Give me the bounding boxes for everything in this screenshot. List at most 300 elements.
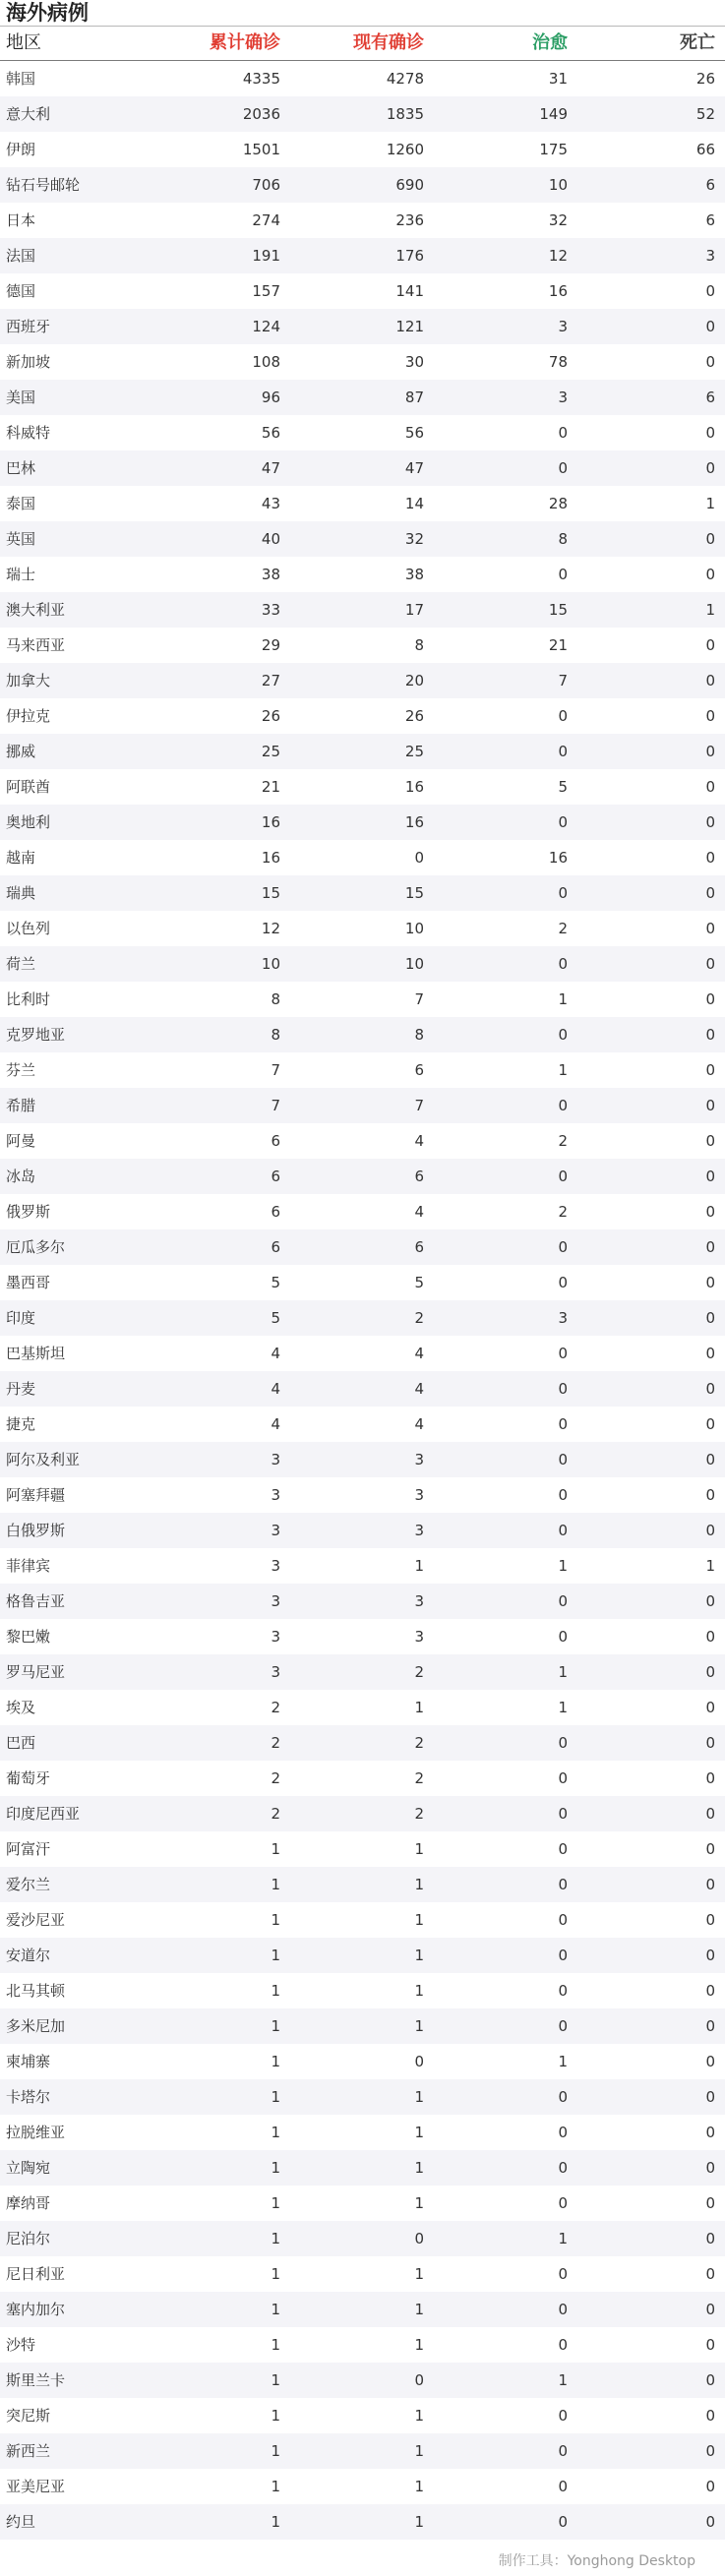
cell-cured: 5 [558, 778, 568, 796]
table-row [0, 1194, 725, 1229]
cell-region: 斯里兰卡 [6, 2371, 66, 2389]
table-row [0, 486, 725, 521]
cell-total-confirmed: 4 [271, 1415, 280, 1433]
cell-current-confirmed: 1 [414, 2513, 424, 2531]
cell-deaths: 0 [705, 2478, 715, 2495]
cell-total-confirmed: 1 [271, 2513, 280, 2531]
cell-region: 加拿大 [6, 672, 51, 689]
cell-current-confirmed: 1 [414, 2301, 424, 2318]
cell-cured: 1 [558, 990, 568, 1008]
cell-deaths: 0 [705, 318, 715, 335]
cell-total-confirmed: 6 [271, 1238, 280, 1256]
cell-current-confirmed: 15 [404, 884, 424, 902]
cell-total-confirmed: 2036 [242, 105, 280, 123]
cell-deaths: 0 [705, 282, 715, 300]
cell-current-confirmed: 7 [414, 1097, 424, 1114]
cell-cured: 0 [558, 1522, 568, 1539]
cell-cured: 16 [548, 849, 568, 867]
cell-deaths: 0 [705, 672, 715, 689]
header-total-confirmed[interactable]: 累计确诊 [210, 32, 280, 53]
cell-deaths: 0 [705, 1274, 715, 1291]
cell-cured: 0 [558, 1947, 568, 1964]
table-row [0, 769, 725, 805]
table-header [0, 27, 725, 61]
table-row [0, 1584, 725, 1619]
cell-total-confirmed: 1 [271, 2301, 280, 2318]
cell-total-confirmed: 1 [271, 2124, 280, 2141]
table-row [0, 2327, 725, 2363]
table-row [0, 1336, 725, 1371]
footer-credit: 制作工具：Yonghong Desktop [498, 2553, 695, 2569]
cell-cured: 0 [558, 2336, 568, 2354]
cell-cured: 0 [558, 1415, 568, 1433]
table-row [0, 663, 725, 698]
cell-region: 爱沙尼亚 [6, 1911, 66, 1929]
cell-region: 立陶宛 [6, 2159, 51, 2177]
cell-region: 柬埔寨 [6, 2053, 51, 2070]
table-row [0, 1831, 725, 1867]
cell-region: 摩纳哥 [6, 2194, 51, 2212]
cell-region: 葡萄牙 [6, 1769, 51, 1787]
cell-region: 埃及 [6, 1699, 36, 1716]
cell-region: 比利时 [6, 990, 51, 1008]
cell-deaths: 0 [705, 778, 715, 796]
cell-total-confirmed: 7 [271, 1061, 280, 1079]
table-row [0, 1407, 725, 1442]
cell-total-confirmed: 2 [271, 1734, 280, 1752]
cell-deaths: 0 [705, 1026, 715, 1044]
cell-total-confirmed: 3 [271, 1486, 280, 1504]
cell-cured: 0 [558, 1592, 568, 1610]
cell-current-confirmed: 1 [414, 1982, 424, 2000]
cell-deaths: 0 [705, 990, 715, 1008]
cell-cured: 3 [558, 318, 568, 335]
cell-current-confirmed: 3 [414, 1592, 424, 1610]
cell-total-confirmed: 3 [271, 1628, 280, 1646]
cell-total-confirmed: 33 [261, 601, 280, 619]
cell-current-confirmed: 4 [414, 1380, 424, 1398]
cell-deaths: 0 [705, 849, 715, 867]
cell-region: 美国 [6, 389, 36, 406]
cell-total-confirmed: 5 [271, 1274, 280, 1291]
table-row [0, 840, 725, 875]
cell-region: 意大利 [6, 105, 51, 123]
cell-deaths: 6 [705, 211, 715, 229]
table-row [0, 1229, 725, 1265]
cell-deaths: 0 [705, 1840, 715, 1858]
cell-total-confirmed: 3 [271, 1592, 280, 1610]
cell-deaths: 0 [705, 1982, 715, 2000]
cell-current-confirmed: 8 [414, 1026, 424, 1044]
cell-total-confirmed: 6 [271, 1168, 280, 1185]
cell-region: 突尼斯 [6, 2407, 51, 2425]
cell-current-confirmed: 1 [414, 1911, 424, 1929]
table-row [0, 1690, 725, 1725]
cell-cured: 0 [558, 459, 568, 477]
cell-cured: 0 [558, 955, 568, 973]
cell-current-confirmed: 47 [404, 459, 424, 477]
cell-total-confirmed: 16 [261, 849, 280, 867]
cases-table [0, 27, 725, 2540]
cell-deaths: 0 [705, 1203, 715, 1221]
cell-cured: 0 [558, 1097, 568, 1114]
table-row [0, 875, 725, 911]
cell-current-confirmed: 2 [414, 1805, 424, 1823]
cell-deaths: 0 [705, 1097, 715, 1114]
table-row [0, 1123, 725, 1159]
cell-current-confirmed: 14 [404, 495, 424, 512]
table-row [0, 2150, 725, 2186]
cell-total-confirmed: 3 [271, 1451, 280, 1468]
cell-current-confirmed: 5 [414, 1274, 424, 1291]
cell-total-confirmed: 3 [271, 1557, 280, 1575]
cell-total-confirmed: 157 [252, 282, 280, 300]
cell-total-confirmed: 29 [261, 636, 280, 654]
cell-deaths: 0 [705, 353, 715, 371]
cell-cured: 1 [558, 1557, 568, 1575]
cell-deaths: 6 [705, 389, 715, 406]
cell-total-confirmed: 1 [271, 2336, 280, 2354]
cell-total-confirmed: 1 [271, 2265, 280, 2283]
cell-current-confirmed: 0 [414, 849, 424, 867]
cell-total-confirmed: 5 [271, 1309, 280, 1327]
cell-region: 卡塔尔 [6, 2088, 51, 2106]
cell-cured: 32 [548, 211, 568, 229]
cell-cured: 3 [558, 389, 568, 406]
cell-deaths: 66 [695, 141, 715, 158]
cell-cured: 0 [558, 743, 568, 760]
cell-total-confirmed: 1 [271, 1911, 280, 1929]
table-row [0, 734, 725, 769]
table-row [0, 273, 725, 309]
cell-region: 尼日利亚 [6, 2265, 66, 2283]
table-row [0, 1654, 725, 1690]
cell-current-confirmed: 6 [414, 1238, 424, 1256]
table-row [0, 1442, 725, 1477]
cell-region: 印度 [6, 1309, 36, 1327]
cell-region: 阿尔及利亚 [6, 1451, 81, 1468]
cell-region: 瑞士 [6, 566, 36, 583]
cell-deaths: 6 [705, 176, 715, 194]
table-row [0, 2363, 725, 2398]
cell-current-confirmed: 1260 [386, 141, 424, 158]
cell-total-confirmed: 40 [261, 530, 280, 548]
cell-current-confirmed: 3 [414, 1451, 424, 1468]
header-cured[interactable]: 治愈 [532, 32, 568, 53]
cell-cured: 0 [558, 1274, 568, 1291]
cell-cured: 0 [558, 1238, 568, 1256]
cell-current-confirmed: 1 [414, 2088, 424, 2106]
cell-cured: 1 [558, 1699, 568, 1716]
cell-current-confirmed: 236 [395, 211, 424, 229]
cell-region: 科威特 [6, 424, 51, 442]
cell-region: 泰国 [6, 495, 36, 512]
cell-cured: 2 [558, 920, 568, 937]
page-title: 海外病例 [0, 0, 725, 27]
cell-deaths: 0 [705, 813, 715, 831]
cell-deaths: 0 [705, 1734, 715, 1752]
cell-deaths: 0 [705, 2017, 715, 2035]
cell-region: 英国 [6, 530, 36, 548]
table-row [0, 946, 725, 982]
cell-current-confirmed: 4 [414, 1132, 424, 1150]
table-row [0, 132, 725, 167]
cell-deaths: 0 [705, 920, 715, 937]
cell-current-confirmed: 1 [414, 1840, 424, 1858]
cell-current-confirmed: 1 [414, 2017, 424, 2035]
cell-deaths: 0 [705, 1061, 715, 1079]
cell-current-confirmed: 4 [414, 1203, 424, 1221]
cell-cured: 2 [558, 1203, 568, 1221]
cell-current-confirmed: 1 [414, 2336, 424, 2354]
cell-deaths: 0 [705, 1345, 715, 1362]
table-row [0, 911, 725, 946]
cell-region: 希腊 [6, 1097, 36, 1114]
cell-current-confirmed: 2 [414, 1663, 424, 1681]
cell-current-confirmed: 0 [414, 2053, 424, 2070]
cell-deaths: 1 [705, 495, 715, 512]
table-row [0, 61, 725, 96]
cell-total-confirmed: 8 [271, 990, 280, 1008]
cell-current-confirmed: 1 [414, 2478, 424, 2495]
header-current-confirmed[interactable]: 现有确诊 [353, 32, 424, 53]
cell-total-confirmed: 21 [261, 778, 280, 796]
table-row [0, 203, 725, 238]
cell-deaths: 0 [705, 2159, 715, 2177]
cell-region: 新西兰 [6, 2442, 51, 2460]
cell-current-confirmed: 121 [395, 318, 424, 335]
cell-region: 俄罗斯 [6, 1203, 51, 1221]
cell-cured: 31 [548, 70, 568, 88]
cell-region: 捷克 [6, 1415, 36, 1433]
cell-cured: 0 [558, 1734, 568, 1752]
cell-current-confirmed: 1 [414, 2124, 424, 2141]
cell-total-confirmed: 1 [271, 2230, 280, 2247]
cell-cured: 8 [558, 530, 568, 548]
table-row [0, 521, 725, 557]
cell-deaths: 0 [705, 1947, 715, 1964]
cell-current-confirmed: 16 [404, 778, 424, 796]
cell-cured: 2 [558, 1132, 568, 1150]
cell-region: 约旦 [6, 2513, 36, 2531]
cell-total-confirmed: 1 [271, 2088, 280, 2106]
table-row [0, 698, 725, 734]
cell-cured: 0 [558, 884, 568, 902]
cell-region: 黎巴嫩 [6, 1628, 51, 1646]
cell-total-confirmed: 1 [271, 1982, 280, 2000]
cell-region: 阿塞拜疆 [6, 1486, 66, 1504]
cell-region: 北马其顿 [6, 1982, 66, 2000]
table-row [0, 1371, 725, 1407]
cell-current-confirmed: 38 [404, 566, 424, 583]
table-row [0, 1619, 725, 1654]
cell-total-confirmed: 2 [271, 1805, 280, 1823]
cell-cured: 16 [548, 282, 568, 300]
cell-region: 尼泊尔 [6, 2230, 51, 2247]
cell-current-confirmed: 10 [404, 955, 424, 973]
cell-deaths: 0 [705, 1769, 715, 1787]
cell-total-confirmed: 2 [271, 1699, 280, 1716]
table-row [0, 2008, 725, 2044]
cell-total-confirmed: 108 [252, 353, 280, 371]
cell-deaths: 0 [705, 2230, 715, 2247]
cell-deaths: 0 [705, 566, 715, 583]
table-row [0, 1159, 725, 1194]
table-row [0, 1796, 725, 1831]
cell-deaths: 0 [705, 1628, 715, 1646]
table-row [0, 805, 725, 840]
cell-deaths: 0 [705, 424, 715, 442]
cell-region: 格鲁吉亚 [6, 1592, 66, 1610]
cell-cured: 12 [548, 247, 568, 265]
cell-deaths: 0 [705, 2513, 715, 2531]
cell-total-confirmed: 1 [271, 1947, 280, 1964]
cell-region: 阿联酋 [6, 778, 51, 796]
cell-deaths: 0 [705, 1699, 715, 1716]
cell-region: 德国 [6, 282, 36, 300]
cell-total-confirmed: 1 [271, 1840, 280, 1858]
cell-cured: 0 [558, 2088, 568, 2106]
table-row [0, 96, 725, 132]
cell-cured: 1 [558, 2053, 568, 2070]
cell-total-confirmed: 43 [261, 495, 280, 512]
table-row [0, 450, 725, 486]
cell-cured: 0 [558, 424, 568, 442]
cell-deaths: 0 [705, 1168, 715, 1185]
cell-total-confirmed: 16 [261, 813, 280, 831]
cell-region: 西班牙 [6, 318, 51, 335]
cell-region: 奥地利 [6, 813, 51, 831]
cell-region: 墨西哥 [6, 1274, 51, 1291]
table-row [0, 2044, 725, 2079]
cell-current-confirmed: 17 [404, 601, 424, 619]
cell-region: 马来西亚 [6, 636, 66, 654]
cell-cured: 0 [558, 2301, 568, 2318]
cell-cured: 0 [558, 1168, 568, 1185]
table-row [0, 2256, 725, 2292]
cell-cured: 0 [558, 2442, 568, 2460]
cell-deaths: 52 [695, 105, 715, 123]
cell-total-confirmed: 1 [271, 1876, 280, 1893]
cell-cured: 0 [558, 2194, 568, 2212]
header-deaths[interactable]: 死亡 [680, 32, 715, 53]
table-row [0, 1300, 725, 1336]
cell-cured: 0 [558, 1628, 568, 1646]
cell-total-confirmed: 4 [271, 1380, 280, 1398]
cell-region: 阿富汗 [6, 1840, 51, 1858]
cell-region: 菲律宾 [6, 1557, 51, 1575]
cell-current-confirmed: 6 [414, 1061, 424, 1079]
cell-cured: 0 [558, 707, 568, 725]
cell-cured: 1 [558, 2371, 568, 2389]
cell-current-confirmed: 6 [414, 1168, 424, 1185]
cell-cured: 1 [558, 2230, 568, 2247]
cell-total-confirmed: 7 [271, 1097, 280, 1114]
cell-current-confirmed: 3 [414, 1486, 424, 1504]
cell-total-confirmed: 12 [261, 920, 280, 937]
cell-deaths: 0 [705, 1415, 715, 1433]
cell-region: 瑞典 [6, 884, 36, 902]
cell-cured: 21 [548, 636, 568, 654]
cell-cured: 0 [558, 1380, 568, 1398]
cell-region: 韩国 [6, 70, 36, 88]
table-row [0, 2186, 725, 2221]
cell-deaths: 0 [705, 2265, 715, 2283]
cell-current-confirmed: 26 [404, 707, 424, 725]
cell-total-confirmed: 15 [261, 884, 280, 902]
cell-total-confirmed: 124 [252, 318, 280, 335]
cell-region: 新加坡 [6, 353, 51, 371]
table-row [0, 2079, 725, 2115]
cell-region: 爱尔兰 [6, 1876, 51, 1893]
cell-deaths: 0 [705, 955, 715, 973]
cell-region: 白俄罗斯 [6, 1522, 66, 1539]
table-row [0, 167, 725, 203]
cell-total-confirmed: 274 [252, 211, 280, 229]
cell-total-confirmed: 1 [271, 2053, 280, 2070]
cell-region: 亚美尼亚 [6, 2478, 66, 2495]
table-row [0, 2469, 725, 2504]
table-row [0, 1265, 725, 1300]
cell-deaths: 0 [705, 459, 715, 477]
table-row [0, 415, 725, 450]
cell-deaths: 0 [705, 1309, 715, 1327]
cell-cured: 0 [558, 1026, 568, 1044]
table-row [0, 1761, 725, 1796]
cell-cured: 0 [558, 1486, 568, 1504]
cell-current-confirmed: 4 [414, 1345, 424, 1362]
cell-total-confirmed: 6 [271, 1132, 280, 1150]
cell-cured: 28 [548, 495, 568, 512]
cell-deaths: 0 [705, 884, 715, 902]
cell-region: 芬兰 [6, 1061, 36, 1079]
cell-region: 越南 [6, 849, 36, 867]
cell-total-confirmed: 26 [261, 707, 280, 725]
cell-deaths: 0 [705, 2407, 715, 2425]
cell-current-confirmed: 20 [404, 672, 424, 689]
cell-region: 拉脱维亚 [6, 2124, 66, 2141]
table-row [0, 592, 725, 628]
cell-cured: 0 [558, 2478, 568, 2495]
cell-deaths: 0 [705, 2371, 715, 2389]
cell-deaths: 0 [705, 2442, 715, 2460]
cell-current-confirmed: 141 [395, 282, 424, 300]
cell-deaths: 0 [705, 1451, 715, 1468]
header-region[interactable]: 地区 [6, 32, 41, 53]
cell-region: 阿曼 [6, 1132, 36, 1150]
table-row [0, 309, 725, 344]
cell-current-confirmed: 87 [404, 389, 424, 406]
table-row [0, 1902, 725, 1938]
cell-deaths: 0 [705, 2301, 715, 2318]
cell-deaths: 0 [705, 530, 715, 548]
cell-cured: 3 [558, 1309, 568, 1327]
cell-deaths: 0 [705, 1805, 715, 1823]
cell-current-confirmed: 690 [395, 176, 424, 194]
cell-deaths: 0 [705, 1380, 715, 1398]
cell-current-confirmed: 176 [395, 247, 424, 265]
cell-deaths: 1 [705, 1557, 715, 1575]
cell-current-confirmed: 1 [414, 2159, 424, 2177]
cell-total-confirmed: 38 [261, 566, 280, 583]
cell-region: 巴基斯坦 [6, 1345, 66, 1362]
table-row [0, 1725, 725, 1761]
cell-cured: 1 [558, 1663, 568, 1681]
cell-total-confirmed: 191 [252, 247, 280, 265]
cell-current-confirmed: 8 [414, 636, 424, 654]
cell-region: 克罗地亚 [6, 1026, 66, 1044]
cell-deaths: 0 [705, 1592, 715, 1610]
